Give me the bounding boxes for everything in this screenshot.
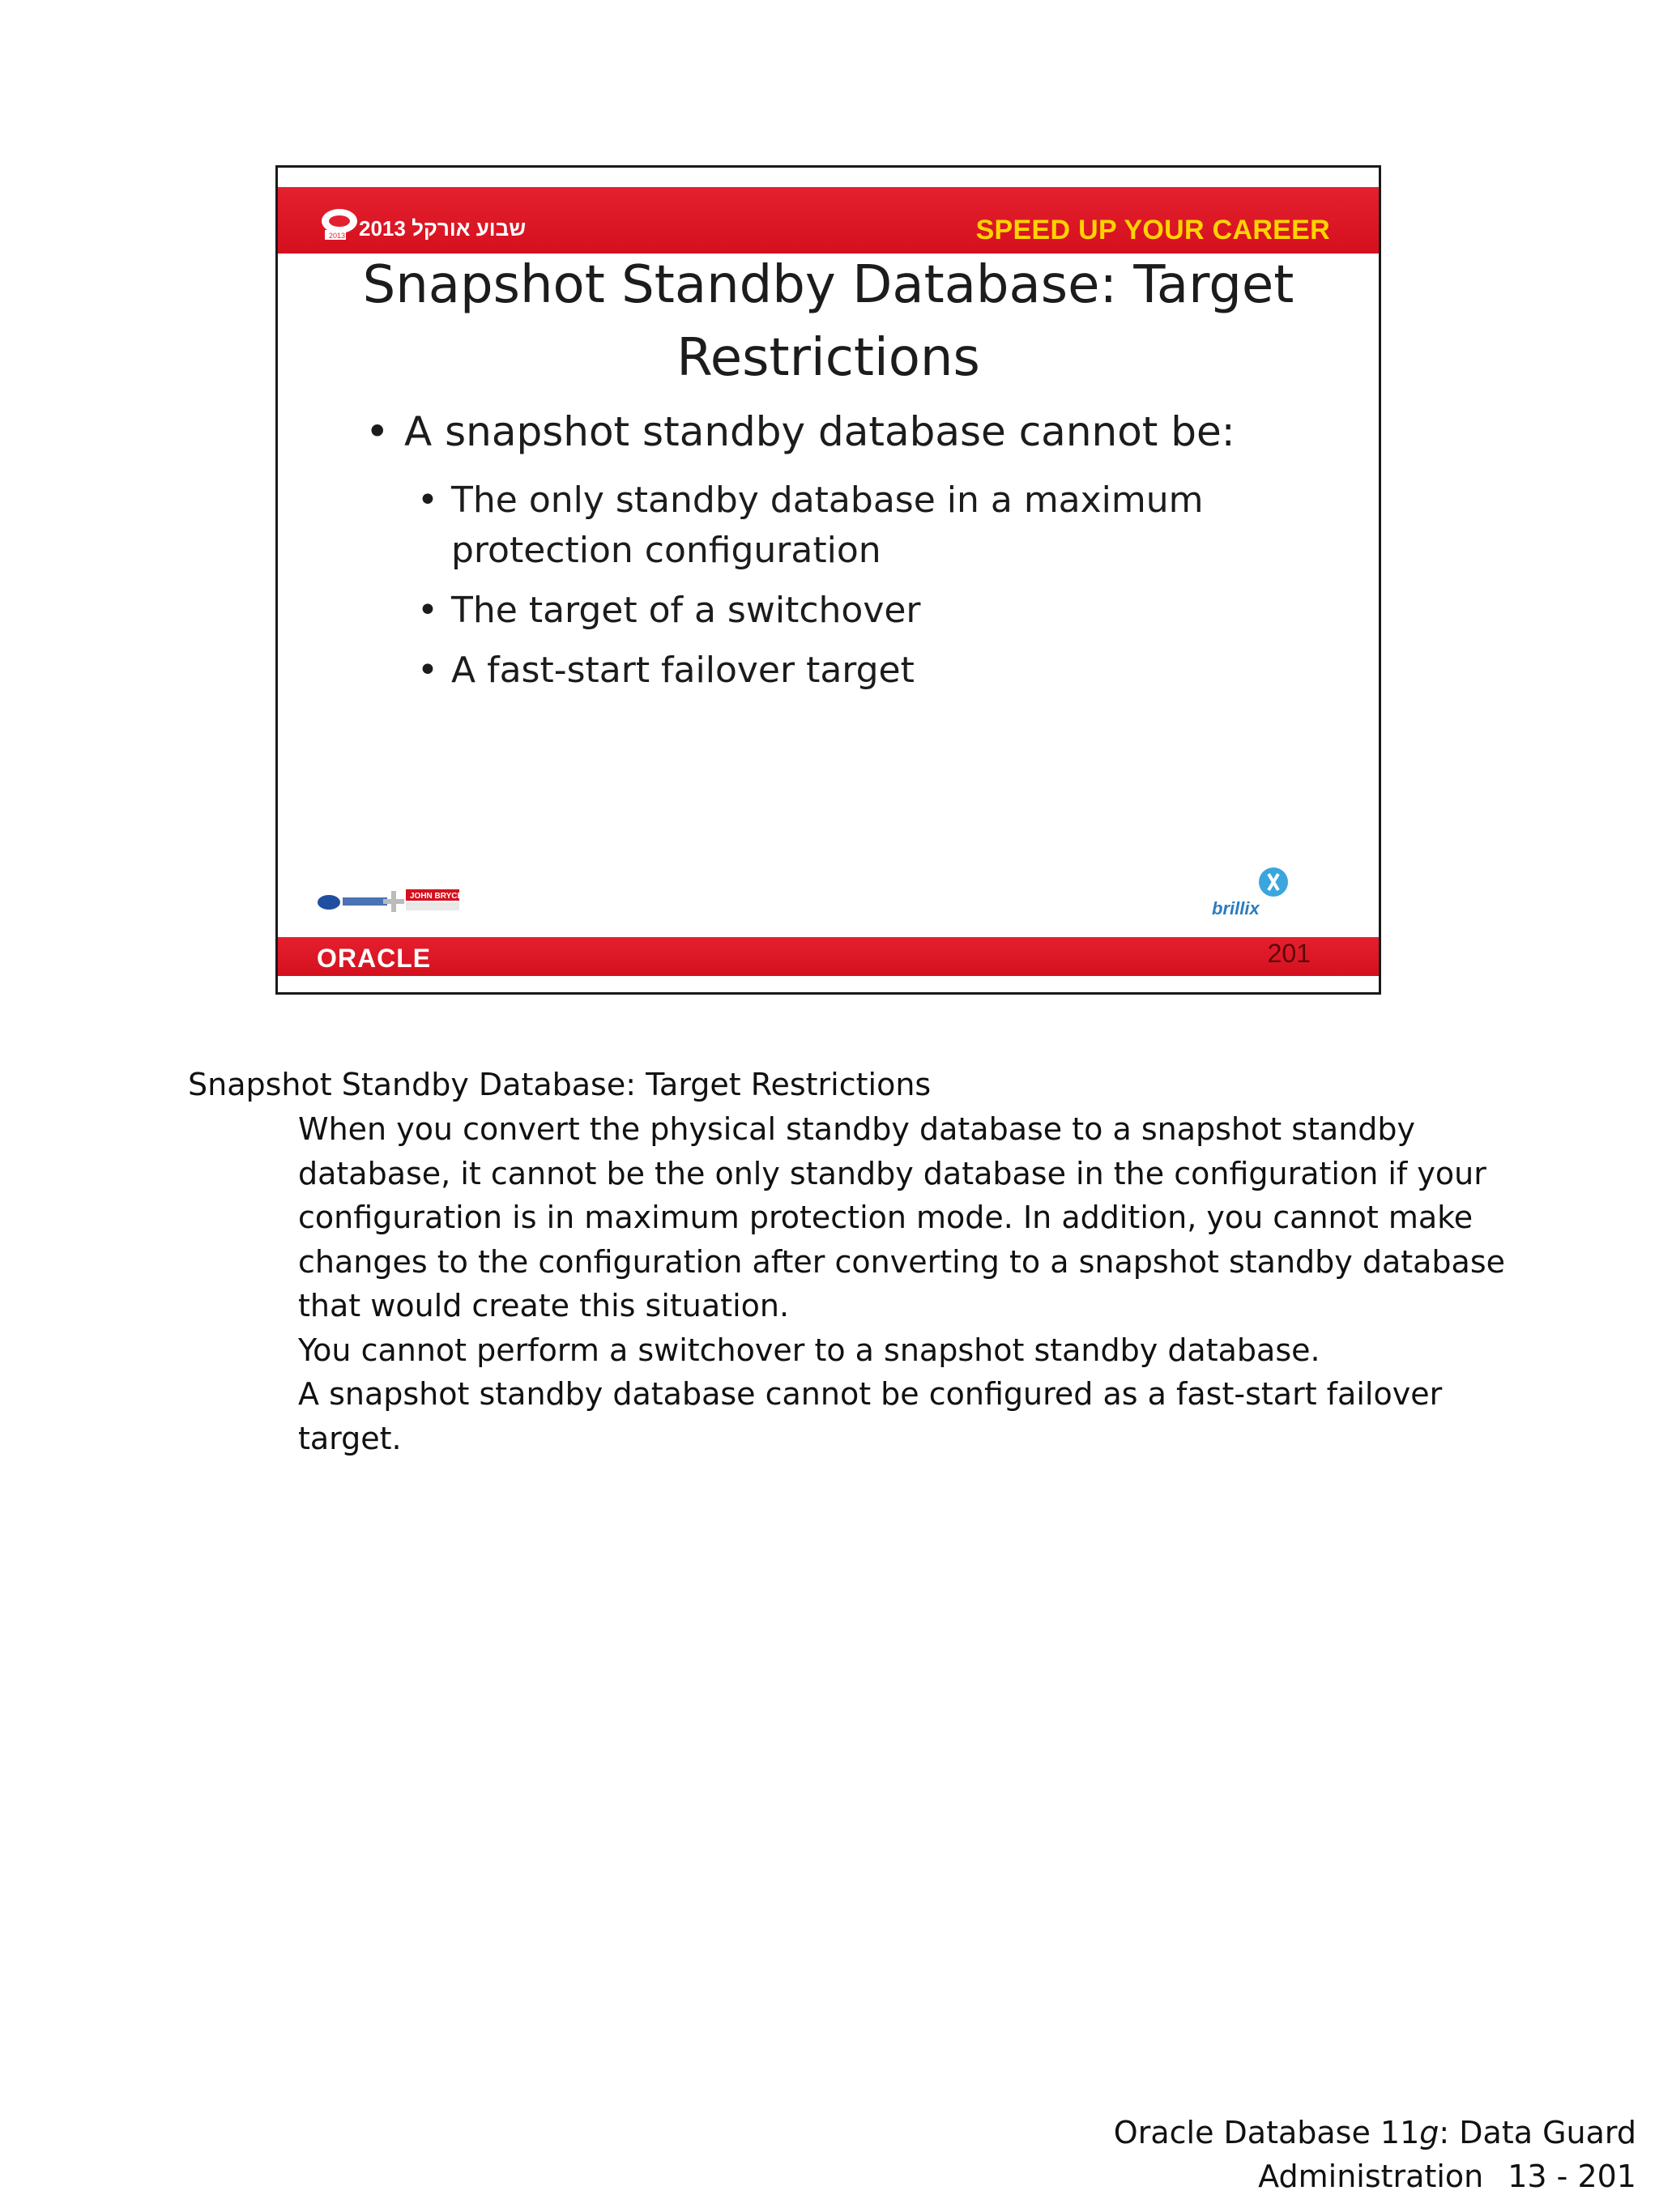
svg-text:JOHN BRYCE: JOHN BRYCE [410,892,463,901]
brillix-logo-icon [1210,864,1299,929]
notes-body [298,1107,1506,1460]
notes-line: changes to the configuration after converting to a snapshot standby database [298,1243,1506,1280]
notes-line: target. [298,1420,402,1456]
notes-line: A snapshot standby database cannot be configured as a fast-start failover [298,1376,1443,1412]
footer-page-info: Administration 13 - 201 [1258,2159,1636,2194]
slide-sub-bullet: • The target of a switchover [417,586,1315,636]
notes-line: database, it cannot be the only standby database in the configuration if your [298,1155,1486,1191]
slide-footer-band [278,937,1379,976]
slide-bullet: • A snapshot standby database cannot be: [359,403,1315,461]
page-number: 13 - 201 [1508,2159,1636,2194]
slide-title-line: Restrictions [676,328,980,388]
notes-line: When you convert the physical standby database to a snapshot standby [298,1111,1416,1147]
svg-text:brillix: brillix [1212,898,1260,918]
page-footer [1114,2111,1636,2198]
oracle-logo: ORACLE [317,944,432,973]
notes-line: configuration is in maximum protection mode. In addition, you cannot make [298,1200,1473,1235]
slide-tagline: SPEED UP YOUR CAREER [975,215,1330,245]
slide-title [278,249,1379,394]
slide-header-band [278,187,1379,254]
slide-number: 201 [1267,939,1311,968]
oracle-week-logo-text: שבוע אורקל 2013 [359,216,527,241]
notes-line: You cannot perform a switchover to a snapshot standby database. [298,1332,1320,1368]
notes-line: that would create this situation. [298,1288,790,1323]
footer-course-title: Oracle Database 11g: Data Guard [1113,2115,1636,2150]
slide-title-line: Snapshot Standby Database: Target [362,255,1294,315]
slide-image [275,165,1381,995]
partner-logos-icon [317,884,463,917]
svg-text:2013: 2013 [329,232,346,240]
slide-sub-bullet: • A fast-start failover target [417,646,1315,696]
slide-sub-bullet: • The only standby database in a maximum protection configuration [417,475,1315,576]
notes-heading: Snapshot Standby Database: Target Restrictions [188,1067,932,1102]
slide-bullet-list [359,403,1315,696]
oracle-week-logo-icon [318,203,527,244]
